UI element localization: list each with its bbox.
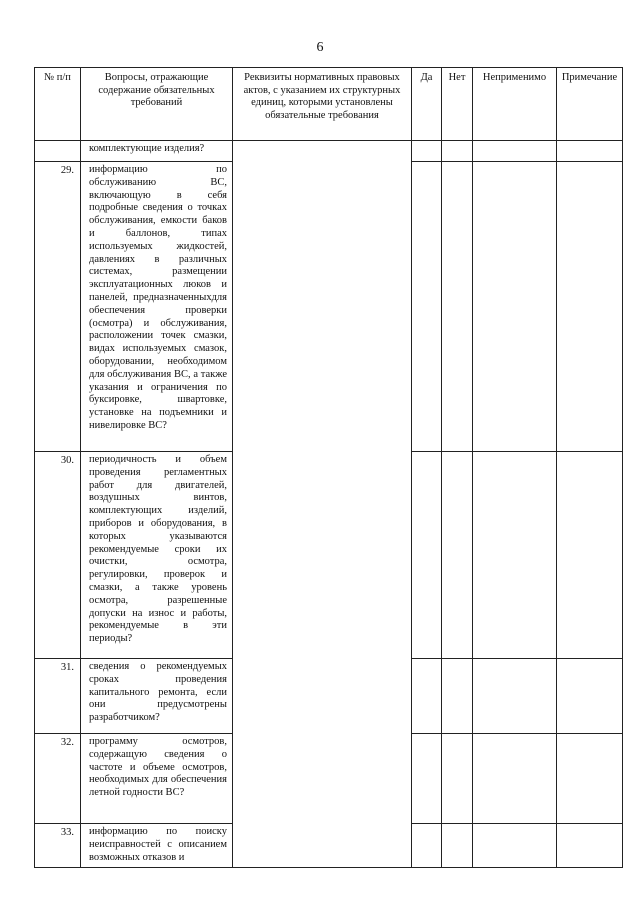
row-number [35, 141, 81, 162]
row-number: 29. [35, 162, 81, 452]
yes-cell[interactable] [412, 734, 442, 824]
no-cell[interactable] [442, 659, 473, 734]
na-cell[interactable] [473, 659, 557, 734]
header-norm: Реквизиты нормативных правовых актов, с указанием их структурных единиц, которыми установлены обязательные требования [233, 68, 412, 141]
yes-cell[interactable] [412, 141, 442, 162]
no-cell[interactable] [442, 452, 473, 659]
na-cell[interactable] [473, 824, 557, 868]
row-question: программу осмотров, содержащую сведения о частоте и объеме осмотров, необходимых для обеспечения летной годности ВС? [81, 734, 233, 824]
row-question: комплектующие изделия? [81, 141, 233, 162]
yes-cell[interactable] [412, 452, 442, 659]
row-question: информацию по обслуживанию ВС, включающую в себя подробные сведения о точках обслуживания, емкости баков и баллонов, типах используемых жидкостей, давлениях в различных системах, размещении эксплуатационных люков и панелей, предназначенныхдля обеспечения проверки (осмотра) и обслуживания, расположении точек смазки, видах используемых смазок, оборудовании, необходимом для обслуживания ВС, а также указания и ограничения по буксировке, швартовке, установке на подъемники и нивелировке ВС? [81, 162, 233, 452]
yes-cell[interactable] [412, 162, 442, 452]
note-cell[interactable] [557, 824, 623, 868]
header-yes: Да [412, 68, 442, 141]
no-cell[interactable] [442, 824, 473, 868]
na-cell[interactable] [473, 452, 557, 659]
page-number: 6 [316, 40, 324, 55]
header-row [35, 68, 623, 141]
yes-cell[interactable] [412, 824, 442, 868]
row-number: 32. [35, 734, 81, 824]
row-question: сведения о рекомендуемых сроках проведения капитального ремонта, если они предусмотрены разработчиком? [81, 659, 233, 734]
note-cell[interactable] [557, 734, 623, 824]
header-note: Примечание [557, 68, 623, 141]
no-cell[interactable] [442, 141, 473, 162]
na-cell[interactable] [473, 734, 557, 824]
header-no: Нет [442, 68, 473, 141]
table-row [35, 141, 623, 162]
na-cell[interactable] [473, 141, 557, 162]
requirements-table [34, 67, 623, 868]
no-cell[interactable] [442, 734, 473, 824]
row-number: 30. [35, 452, 81, 659]
norm-cell [233, 141, 412, 868]
header-num: № п/п [35, 68, 81, 141]
note-cell[interactable] [557, 659, 623, 734]
row-number: 31. [35, 659, 81, 734]
yes-cell[interactable] [412, 659, 442, 734]
note-cell[interactable] [557, 162, 623, 452]
header-question: Вопросы, отражающие содержание обязательных требований [81, 68, 233, 141]
na-cell[interactable] [473, 162, 557, 452]
row-question: информацию по поиску неисправностей с описанием возможных отказов и [81, 824, 233, 868]
header-na: Неприменимо [473, 68, 557, 141]
no-cell[interactable] [442, 162, 473, 452]
row-question: периодичность и объем проведения регламентных работ для двигателей, воздушных винтов, комплектующих изделий, приборов и оборудования, в которых указываются рекомендуемые сроки их очистки, осмотра, регулировки, проверок и смазки, а также уровень осмотра, разрешенные допуски на износ и работы, рекомендуемые в эти периоды? [81, 452, 233, 659]
note-cell[interactable] [557, 452, 623, 659]
row-number: 33. [35, 824, 81, 868]
note-cell[interactable] [557, 141, 623, 162]
